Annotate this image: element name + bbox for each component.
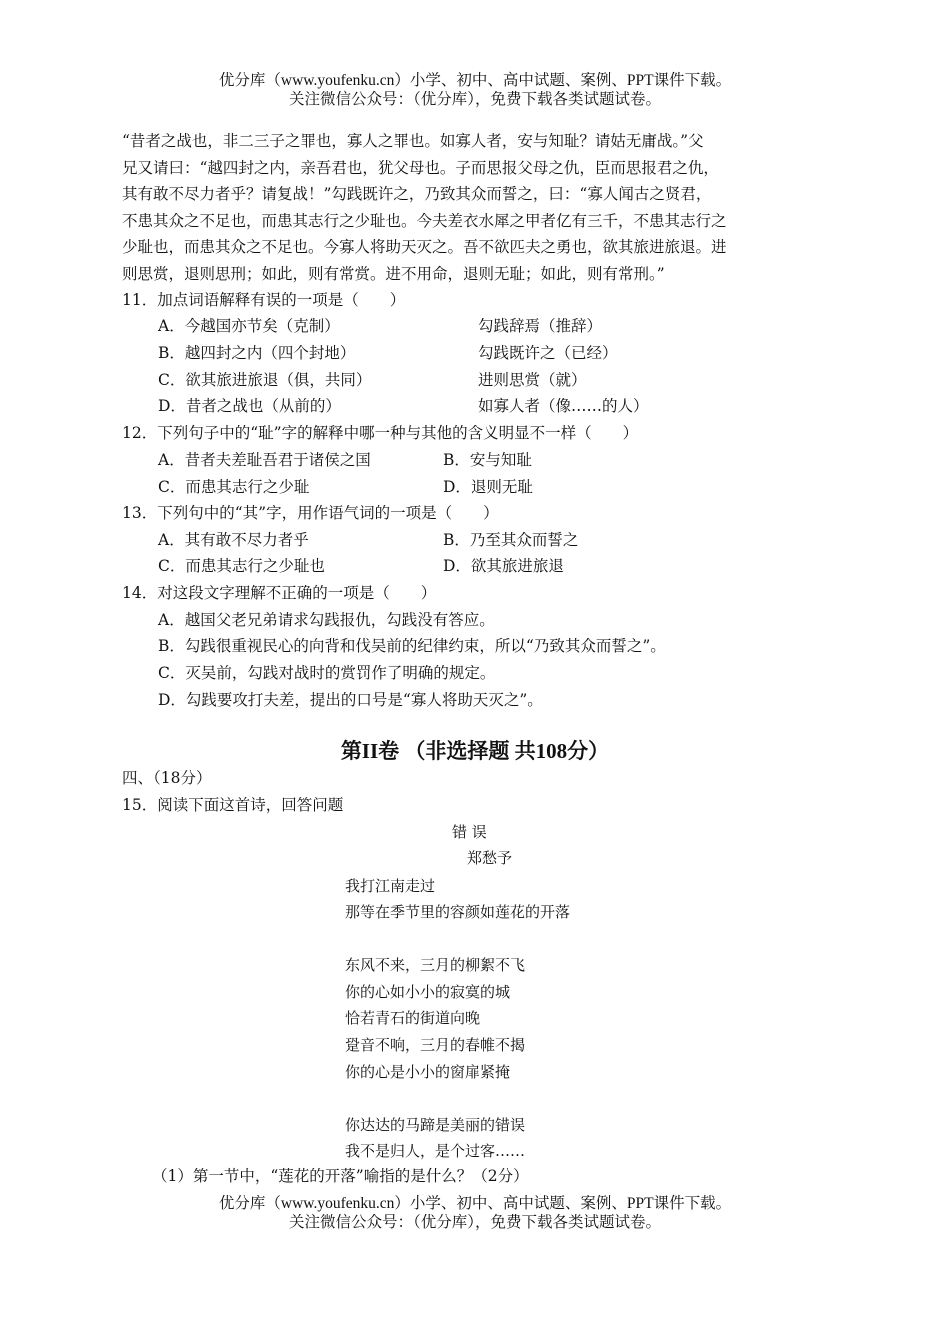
q15-sub-1: （1）第一节中，“莲花的开落”喻指的是什么？（2分） (152, 1167, 529, 1185)
q11-option-d2: 如寡人者（像……的人） (478, 397, 649, 415)
part-4-heading: 四、（18分） (122, 769, 212, 787)
q13-option-a: A．其有敢不尽力者乎 (158, 531, 309, 549)
q13-option-c: C．而患其志行之少耻也 (158, 557, 325, 575)
q14-option-c: C．灭吴前，勾践对战时的赏罚作了明确的规定。 (158, 664, 496, 682)
q11-option-c2: 进则思赏（就） (478, 371, 587, 389)
q12-option-d: D．退则无耻 (443, 478, 533, 496)
q11-option-b1: B．越四封之内（四个封地） (158, 344, 356, 362)
header-line-2: 关注微信公众号：（优分库），免费下载各类试题试卷。 (288, 91, 661, 108)
q14-stem: 14．对这段文字理解不正确的一项是（ ） (122, 584, 437, 602)
footer-line-2: 关注微信公众号：（优分库），免费下载各类试题试卷。 (288, 1214, 661, 1231)
poem-line: 东风不来，三月的柳絮不飞 (345, 956, 526, 974)
q12-stem: 12．下列句子中的“耻”字的解释中哪一种与其他的含义明显不一样（ ） (122, 424, 639, 442)
section-2-title: 第II卷 （非选择题 共108分） (340, 739, 610, 763)
header-line-1: 优分库（www.youfenku.cn）小学、初中、高中试题、案例、PPT课件下载。 (218, 72, 732, 89)
footer-line-1: 优分库（www.youfenku.cn）小学、初中、高中试题、案例、PPT课件下载。 (218, 1195, 732, 1212)
q12-option-a: A．昔者夫差耻吾君于诸侯之国 (158, 451, 371, 469)
page-footer (0, 1194, 950, 1232)
q14-option-a: A．越国父老兄弟请求勾践报仇，勾践没有答应。 (158, 611, 495, 629)
poem-line: 跫音不响，三月的春帷不揭 (345, 1036, 526, 1054)
q13-stem: 13．下列句中的“其”字，用作语气词的一项是（ ） (122, 504, 499, 522)
q15-stem: 15．阅读下面这首诗，回答问题 (122, 796, 344, 814)
poem-line: 你达达的马蹄是美丽的错误 (345, 1116, 526, 1134)
q11-option-d1: D．昔者之战也（从前的） (158, 397, 341, 415)
poem-line: 我打江南走过 (345, 877, 436, 895)
q13-option-d: D．欲其旅进旅退 (443, 557, 564, 575)
q14-option-d: D．勾践要攻打夫差，提出的口号是“寡人将助天灭之”。 (158, 691, 543, 709)
q11-stem: 11．加点词语解释有误的一项是（ ） (122, 291, 406, 309)
page-header (0, 71, 950, 109)
q11-option-c1: C．欲其旅进旅退（俱，共同） (158, 371, 372, 389)
q12-option-b: B．安与知耻 (443, 451, 532, 469)
passage-line: 少耻也，而患其众之不足也。今寡人将助天灭之。吾不欲匹夫之勇也，欲其旅进旅退。进 (122, 238, 727, 257)
q11-option-a1: A．今越国亦节矣（克制） (158, 317, 340, 335)
passage-line: “昔者之战也，非二三子之罪也，寡人之罪也。如寡人者，安与知耻？请姑无庸战。”父 (122, 132, 704, 150)
poem-line: 你的心是小小的窗扉紧掩 (345, 1063, 511, 1081)
q11-option-a2: 勾践辞焉（推辞） (478, 317, 603, 335)
poem-line: 恰若青石的街道向晚 (345, 1009, 481, 1027)
poem-line: 你的心如小小的寂寞的城 (345, 983, 511, 1001)
classical-passage (122, 128, 832, 288)
q14-option-b: B．勾践很重视民心的向背和伐吴前的纪律约束，所以“乃致其众而誓之”。 (158, 637, 666, 655)
q11-option-b2: 勾践既许之（已经） (478, 344, 618, 362)
poem-author: 郑愁予 (467, 849, 513, 867)
q12-option-c: C．而患其志行之少耻 (158, 478, 310, 496)
poem-line: 那等在季节里的容颜如莲花的开落 (345, 903, 571, 921)
passage-line: 兄又请曰：“越四封之内，亲吾君也，犹父母也。子而思报父母之仇，臣而思报君之仇， (122, 158, 719, 177)
q13-option-b: B．乃至其众而誓之 (443, 531, 579, 549)
passage-line: 其有敢不尽力者乎？请复战！”勾践既许之，乃致其众而誓之，曰：“寡人闻古之贤君， (122, 185, 712, 204)
passage-line: 不患其众之不足也，而患其志行之少耻也。今夫差衣水犀之甲者亿有三千，不患其志行之 (122, 211, 727, 230)
passage-line: 则思赏，退则思刑；如此，则有常赏。进不用命，退则无耻；如此，则有常刑。” (122, 264, 665, 283)
poem-title: 错 误 (452, 823, 487, 841)
poem-line: 我不是归人，是个过客…… (345, 1142, 526, 1160)
